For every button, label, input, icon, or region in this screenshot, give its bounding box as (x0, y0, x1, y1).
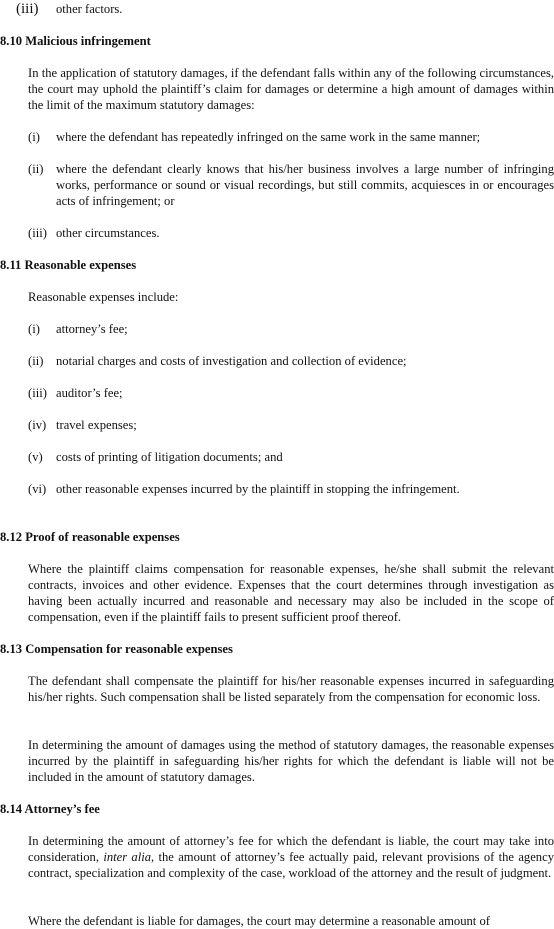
list-item-text: auditor’s fee; (56, 386, 123, 400)
list-item-number: (iii) (16, 1, 39, 17)
list-item-number: (ii) (28, 354, 44, 368)
list-item-text: where the defendant has repeatedly infringed on the same work in the same manner; (56, 130, 481, 144)
list-item (28, 449, 554, 465)
list-item-text: costs of printing of litigation documents; and (56, 450, 283, 464)
section-8-13-paragraph-1: The defendant shall compensate the plaintiff for his/her reasonable expenses incurred in safeguarding his/her rights. Such compensation shall be listed separately from the compensation for economic loss. (28, 674, 554, 704)
list-item-number: (v) (28, 450, 43, 464)
list-item-number: (iii) (28, 226, 47, 240)
list-item (28, 321, 554, 337)
list-item-number: (ii) (28, 162, 44, 176)
section-heading-8-11: 8.11 Reasonable expenses (0, 258, 137, 272)
list-item-number: (iii) (28, 386, 47, 400)
section-8-10-intro: In the application of statutory damages, if the defendant falls within any of the following circumstances, the court may uphold the plaintiff’s claim for damages or determine a high amount of damages within the limit of the maximum statutory damages: (28, 66, 554, 112)
section-8-12-paragraph: Where the plaintiff claims compensation for reasonable expenses, he/she shall submit the relevant contracts, invoices and other evidence. Expenses that the court determines through investigation as having been actually incurred and reasonable and necessary may also be included in the scope of compensation, even if the plaintiff fails to present sufficient proof thereof. (28, 562, 554, 624)
list-item-number: (vi) (28, 482, 47, 496)
list-item-number: (iv) (28, 418, 47, 432)
list-item (28, 353, 554, 369)
list-item-text: attorney’s fee; (56, 322, 128, 336)
list-item (28, 161, 554, 209)
list-item (28, 481, 554, 497)
section-8-14-paragraph-1 (28, 833, 554, 881)
paragraph-text: In determining the amount of attorney’s fee for which the defendant is liable, the court may take into consideration, (28, 834, 554, 864)
section-8-13-paragraph-2: In determining the amount of damages using the method of statutory damages, the reasonable expenses incurred by the plaintiff in safeguarding his/her rights for which the defendant is liable will not be included in the amount of statutory damages. (28, 738, 554, 784)
list-item-text: other circumstances. (56, 226, 160, 240)
section-heading-8-13: 8.13 Compensation for reasonable expenses (0, 642, 233, 656)
list-item-text: other factors. (56, 2, 123, 16)
list-item (28, 129, 554, 145)
list-item-text: travel expenses; (56, 418, 137, 432)
list-item-text: other reasonable expenses incurred by the plaintiff in stopping the infringement. (56, 482, 460, 496)
list-item-number: (i) (28, 130, 40, 144)
list-item (28, 385, 554, 401)
list-item-number: (i) (28, 322, 40, 336)
list-item-text: notarial charges and costs of investigation and collection of evidence; (56, 354, 407, 368)
paragraph-text: , the amount of attorney’s fee actually paid, relevant provisions of the agency contract, specialization and complexity of the case, workload of the attorney and the result of judgment. (28, 850, 554, 880)
section-heading-8-12: 8.12 Proof of reasonable expenses (0, 530, 180, 544)
section-8-14-paragraph-2: Where the defendant is liable for damages, the court may determine a reasonable amount of (28, 914, 490, 928)
list-item (28, 225, 554, 241)
list-item-text: where the defendant clearly knows that his/her business involves a large number of infringing works, performance or sound or visual recordings, but still commits, acquiesces in or encourages acts of infringement; or (56, 162, 554, 208)
section-8-11-intro: Reasonable expenses include: (28, 290, 179, 304)
italic-term: inter alia (103, 850, 152, 864)
list-item (28, 417, 554, 433)
section-heading-8-14: 8.14 Attorney’s fee (0, 802, 100, 816)
section-heading-8-10: 8.10 Malicious infringement (0, 34, 151, 48)
